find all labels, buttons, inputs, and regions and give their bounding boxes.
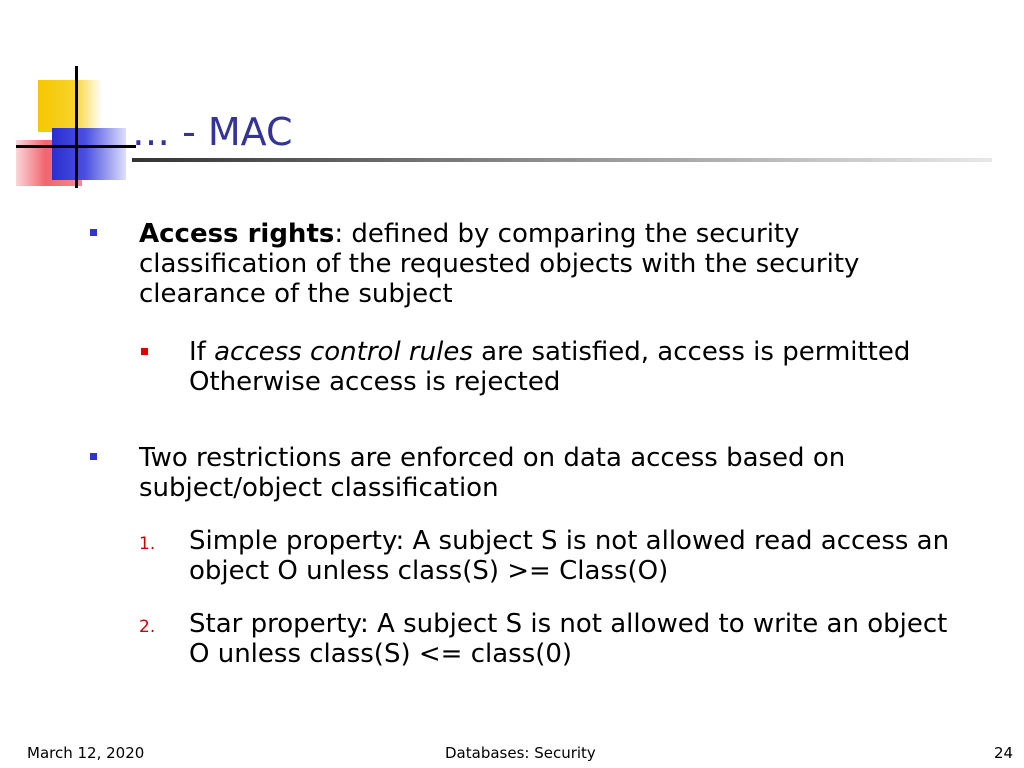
logo-vertical-line bbox=[75, 66, 78, 188]
bullet-marker bbox=[90, 453, 97, 460]
sub-bullet-marker bbox=[141, 348, 148, 355]
numbered-simple-property bbox=[189, 526, 949, 586]
bullet-access-rights bbox=[139, 219, 859, 309]
bullet-line: Star property: A subject S is not allowed to write an object bbox=[189, 609, 948, 639]
list-number: 1. bbox=[139, 534, 156, 554]
bullet-line: Otherwise access is rejected bbox=[189, 367, 561, 397]
sub-bullet-access-rules bbox=[189, 337, 910, 397]
bullet-line: Two restrictions are enforced on data access based on bbox=[139, 443, 846, 473]
slide-title: … - MAC bbox=[132, 110, 293, 154]
bullet-two-restrictions bbox=[139, 443, 845, 503]
bold-term: Access rights bbox=[139, 219, 335, 249]
footer-title: Databases: Security bbox=[445, 744, 596, 762]
footer-page-number: 24 bbox=[994, 744, 1014, 762]
numbered-star-property bbox=[189, 609, 947, 669]
logo-horizontal-line bbox=[16, 145, 136, 148]
bullet-line: clearance of the subject bbox=[139, 279, 453, 309]
bullet-line: subject/object classification bbox=[139, 473, 499, 503]
slide-logo-graphic bbox=[0, 0, 140, 200]
title-underline bbox=[132, 158, 992, 162]
sub-prefix: If bbox=[189, 337, 215, 367]
bullet-line: Simple property: A subject S is not allowed read access an bbox=[189, 526, 950, 556]
bullet-line bbox=[189, 337, 910, 367]
list-number: 2. bbox=[139, 617, 156, 637]
bullet-line: object O unless class(S) >= Class(O) bbox=[189, 556, 669, 586]
bullet-line: O unless class(S) <= class(0) bbox=[189, 639, 573, 669]
logo-yellow-square bbox=[38, 80, 102, 132]
logo-blue-square bbox=[52, 128, 126, 180]
bullet-text: : defined by comparing the security bbox=[334, 219, 800, 249]
italic-term: access control rules bbox=[214, 337, 473, 367]
bullet-line: classification of the requested objects with the security bbox=[139, 249, 860, 279]
bullet-line bbox=[139, 219, 859, 249]
footer-date: March 12, 2020 bbox=[27, 744, 145, 762]
sub-text: are satisfied, access is permitted bbox=[472, 337, 911, 367]
bullet-marker bbox=[90, 229, 97, 236]
